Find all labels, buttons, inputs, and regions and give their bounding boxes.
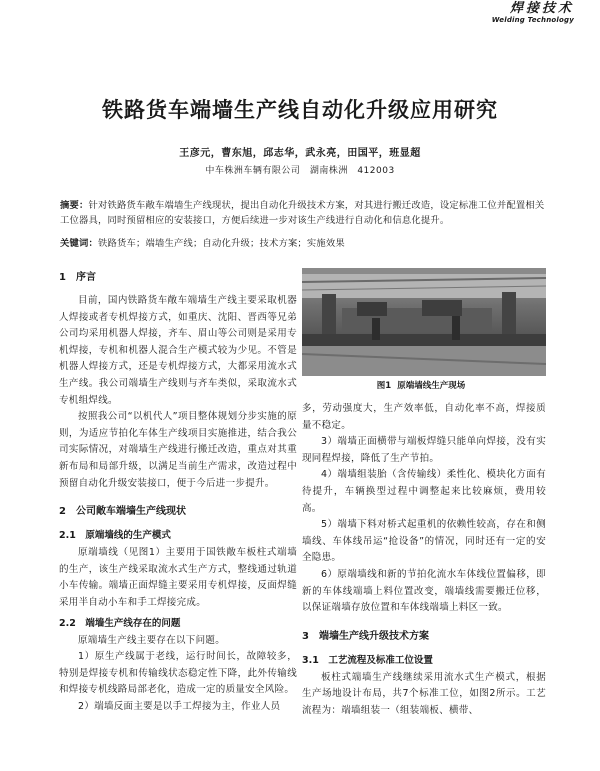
paragraph: 按照我公司“以机代人”项目整体规划分步实施的原则，为适应节拍化车体生产线项目实施推进，结合我公司实际情况，对端墙生产线进行搬迁改造，重点对其重新布局和局部升级，以满足当前生产需求，改造过程中预留自动化升级安装接口，便于今后进一步提升。 (59, 411, 297, 489)
abstract-text: 针对铁路货车敞车端墙生产线现状，提出自动化升级技术方案，对其进行搬迁改造，设定标准工位并配置相关工位器具，同时预留相应的安装接口，方便后续进一步对该生产线进行自动化和信息化提升。 (60, 200, 545, 226)
figure-label: 图1 (376, 381, 392, 391)
paper-affiliation: 中车株洲车辆有限公司 湖南株洲 412003 (205, 166, 395, 176)
section-heading-1: 1 序言 (59, 272, 96, 283)
subsection-heading-2-1: 2.1 原端墙线的生产模式 (59, 530, 171, 542)
paragraph: 目前，国内铁路货车敞车端墙生产线主要采取机器人焊接或者专机焊接方式，如重庆、沈阳、晋西等兄弟公司均采用机器人焊接，齐车、眉山等公司则是采用专机焊接，专机和机器人混合生产模式较为少见。不管是机器人焊接方式，还是专机焊接方式，大都采用流水式生产线。我公司端墙生产线则与齐车类似，采取流水式专机组焊线。 (59, 295, 297, 406)
paper-title: 铁路货车端墙生产线自动化升级应用研究 (102, 98, 498, 122)
list-item: 4）端墙组装胎（含传输线）柔性化、模块化方面有待提升，车辆换型过程中调整起来比较麻烦，费用较高。 (302, 469, 546, 514)
list-item: 3）端墙正面横带与端板焊缝只能单向焊接，没有实现同程焊接，降低了生产节拍。 (302, 436, 546, 464)
abstract (60, 198, 546, 228)
paragraph: 原端墙线（见图1）主要用于国铁敞车板柱式端墙的生产，该生产线采取流水式生产方式，整线通过轨道小车传输。端墙正面焊缝主要采用专机焊接，反面焊缝采用半自动小车和手工焊接完成。 (59, 547, 297, 608)
abstract-label: 摘要： (60, 200, 89, 211)
figure-1-caption (302, 380, 546, 393)
section-heading-3: 3 端墙生产线升级技术方案 (302, 630, 429, 642)
figure-1-photo (302, 268, 546, 376)
journal-header (492, 2, 574, 24)
journal-name-cn: 焊接技术 (509, 1, 574, 16)
list-item: 5）端墙下料对桥式起重机的依赖性较高，存在和侧墙线、车体线吊运“抢设备”的情况，同时还有一定的安全隐患。 (302, 519, 546, 564)
keywords-text: 铁路货车；端墙生产线；自动化升级；技术方案；实施效果 (98, 238, 345, 249)
subsection-heading-2-2: 2.2 端墙生产线存在的问题 (59, 617, 181, 629)
figure-caption-text: 原端墙线生产现场 (397, 381, 466, 391)
list-item: 6）原端墙线和新的节拍化流水车体线位置偏移，即新的车体线端墙上料位置改变，端墙线需要搬迁位移，以保证端墙存放位置和车体线端墙上料区一致。 (302, 568, 546, 614)
factory-photo-illustration (302, 268, 546, 376)
journal-name-en: Welding Technology (491, 16, 574, 24)
paragraph-continued: 多，劳动强度大，生产效率低，自动化率不高，焊接质量不稳定。 (302, 403, 546, 431)
paragraph: 板柱式端墙生产线继续采用流水式生产模式，根据生产场地设计布局，共7个标准工位，如图2所示。工艺流程为：端墙组装一（组装端板、横带、 (302, 671, 546, 716)
left-column (59, 268, 297, 715)
right-column (302, 268, 546, 720)
section-heading-2: 2 公司敞车端墙生产线现状 (59, 506, 186, 518)
subsection-heading-3-1: 3.1 工艺流程及标准工位设置 (302, 654, 433, 666)
paper-authors: 王彦元，曹东旭，邱志华，武永亮，田国平，班显超 (179, 148, 421, 159)
keywords-label: 关键词： (60, 238, 98, 249)
list-item: 2）端墙反面主要是以手工焊接为主，作业人员 (78, 700, 281, 712)
list-item: 1）原生产线属于老线，运行时间长，故障较多，特别是焊接专机和传输线状态稳定性下降，此外传输线和焊接专机线路局部老化，造成一定的质量安全风险。 (59, 651, 297, 696)
paragraph: 原端墙生产线主要存在以下问题。 (78, 634, 226, 646)
keywords (60, 236, 546, 251)
